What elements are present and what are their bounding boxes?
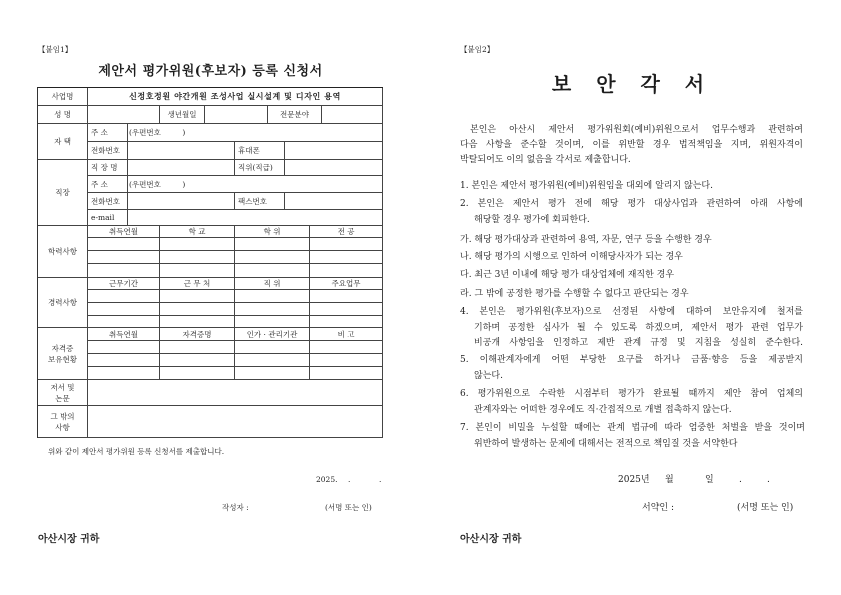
project-label: 사업명 <box>38 88 88 106</box>
career-entry-cell <box>88 290 160 303</box>
education-entry-cell <box>310 251 383 264</box>
fax-label: 팩스번호 <box>235 193 285 210</box>
pledge-signature-label: (서명 또는 인) <box>737 503 794 513</box>
certifications-entry-cell <box>310 341 383 354</box>
certifications-entry-cell <box>310 354 383 367</box>
work-phone-label: 전화번호 <box>88 193 128 210</box>
email-value-cell <box>128 210 383 226</box>
certifications-entry-cell <box>235 354 310 367</box>
certifications-entry-cell <box>160 354 235 367</box>
pledge-item-7: 7. 본인이 비밀을 누설할 때에는 관계 법규에 따라 엄중한 처벌을 받을 것이며 <box>460 423 805 433</box>
email-label: e-mail <box>88 210 128 226</box>
work-label: 직장 <box>38 160 88 226</box>
education-entry-cell <box>235 251 310 264</box>
education-entry-cell <box>160 238 235 251</box>
education-header-3: 학 위 <box>235 226 310 238</box>
pledge-title: 보 안 각 서 <box>551 72 714 96</box>
certifications-label <box>38 328 88 380</box>
pledge-item-6: 6. 평가위원으로 수락한 시점부터 평가가 완료될 때까지 제안 참여 업체의 <box>460 389 803 399</box>
pledge-subitem-da: 다. 최근 3년 이내에 해당 평가 대상업체에 재직한 경우 <box>460 270 675 280</box>
certifications-entry-cell <box>160 341 235 354</box>
work-address-label: 주 소 <box>88 176 128 193</box>
attachment-2-label: 【붙임2】 <box>460 45 495 54</box>
form-signature-label: (서명 또는 인) <box>325 503 372 512</box>
writer-label: 작성자 : <box>222 503 249 512</box>
form-date-month: . <box>348 475 351 484</box>
fax-value-cell <box>285 193 383 210</box>
education-entry-cell <box>235 238 310 251</box>
pledge-subitem-na: 나. 해당 평가의 시행으로 인하여 이해당사자가 되는 경우 <box>460 252 683 262</box>
education-entry-cell <box>160 264 235 278</box>
certifications-label-line: 자격증 <box>51 343 74 353</box>
pledge-date-month: 월 <box>665 475 674 485</box>
publications-label-line: 저서 및 <box>50 382 75 392</box>
pledge-intro-line: 다음 사항을 준수할 것이며, 이를 위반할 경우 법적책임을 지며, 위원자격이 <box>460 140 803 150</box>
home-label: 자 택 <box>38 124 88 160</box>
career-entry-cell <box>235 290 310 303</box>
career-header-4: 주요업무 <box>310 278 383 290</box>
pledge-item-4: 4. 본인은 평가위원(후보자)으로 선정된 사항에 대하여 보안유지에 철저를 <box>460 307 803 317</box>
mobile-label: 휴대폰 <box>235 142 285 160</box>
project-name: 신정호정원 야간개원 조성사업 실시설계 및 디자인 용역 <box>88 88 383 106</box>
career-entry-cell <box>160 290 235 303</box>
pledge-item-5-continued: 않는다. <box>474 371 503 381</box>
publications-label-line: 논문 <box>55 393 70 403</box>
career-entry-cell <box>160 303 235 316</box>
publications-value-cell <box>88 380 383 406</box>
attachment-1-label: 【붙임1】 <box>38 45 73 54</box>
position-value-cell <box>285 160 383 176</box>
home-phone-label: 전화번호 <box>88 142 128 160</box>
pledge-item-4-continued: 비공개 사항임을 인정하고 제반 관계 규정 및 지침을 성실히 준수한다. <box>474 338 803 348</box>
form-title: 제안서 평가위원(후보자) 등록 신청서 <box>98 64 323 79</box>
career-entry-cell <box>310 303 383 316</box>
education-entry-cell <box>88 264 160 278</box>
career-entry-cell <box>235 303 310 316</box>
pledge-item-7-continued: 위반하여 발생하는 문제에 대해서는 전적으로 책임질 것을 서약한다 <box>474 439 738 449</box>
education-entry-cell <box>160 251 235 264</box>
education-entry-cell <box>310 238 383 251</box>
registration-form-table <box>37 87 383 438</box>
career-label: 경력사항 <box>38 278 88 328</box>
pledge-subitem-ga: 가. 해당 평가대상과 관련하여 용역, 자문, 연구 등을 수행한 경우 <box>460 235 712 245</box>
education-header-2: 학 교 <box>160 226 235 238</box>
pledge-intro-line: 박탈되어도 이의 없음을 각서로 제출합니다. <box>460 155 631 165</box>
company-name-value-cell <box>128 160 235 176</box>
other-label <box>38 406 88 438</box>
certifications-entry-cell <box>88 367 160 380</box>
education-entry-cell <box>88 251 160 264</box>
other-label-line: 사항 <box>55 422 70 432</box>
name-value-cell <box>88 106 160 124</box>
other-label-line: 그 밖의 <box>50 411 75 421</box>
education-header-4: 전 공 <box>310 226 383 238</box>
certifications-entry-cell <box>88 354 160 367</box>
career-entry-cell <box>310 316 383 328</box>
education-entry-cell <box>88 238 160 251</box>
career-entry-cell <box>310 290 383 303</box>
career-entry-cell <box>235 316 310 328</box>
home-address-value-cell: (우편번호 ) <box>128 124 383 142</box>
pledge-item-5: 5. 이해관계자에게 어떤 부당한 요구를 하거나 금품·향응 등을 제공받지 <box>460 355 803 365</box>
career-entry-cell <box>160 316 235 328</box>
pledge-item-6-continued: 관계자와는 어떠한 경우에도 직·간접적으로 개별 접촉하지 않는다. <box>474 405 732 415</box>
pledger-label: 서약인 : <box>642 503 674 513</box>
certifications-entry-cell <box>235 341 310 354</box>
mobile-value-cell <box>285 142 383 160</box>
career-entry-cell <box>88 303 160 316</box>
home-phone-value-cell <box>128 142 235 160</box>
certifications-header-3: 인가 · 관리기관 <box>235 328 310 341</box>
certifications-entry-cell <box>310 367 383 380</box>
pledge-addressee: 아산시장 귀하 <box>460 534 522 545</box>
pledge-date-year: 2025년 <box>618 475 650 485</box>
work-phone-value-cell <box>128 193 235 210</box>
education-entry-cell <box>310 264 383 278</box>
birth-date-label: 생년월일 <box>160 106 205 124</box>
pledge-item-2-continued: 해당할 경우 평가에 회피한다. <box>474 215 590 225</box>
certifications-entry-cell <box>88 341 160 354</box>
education-header-1: 취득연월 <box>88 226 160 238</box>
career-header-3: 직 위 <box>235 278 310 290</box>
pledge-date-dot: . <box>767 475 770 485</box>
certifications-label-line: 보유현황 <box>48 354 77 364</box>
pledge-subitem-ra: 라. 그 밖에 공정한 평가를 수행할 수 없다고 판단되는 경우 <box>460 289 689 299</box>
publications-label <box>38 380 88 406</box>
position-label: 직위(직급) <box>235 160 285 176</box>
submission-statement: 위와 같이 제안서 평가위원 등록 신청서를 제출합니다. <box>48 447 225 456</box>
birth-date-value-cell <box>205 106 268 124</box>
specialty-label: 전문분야 <box>268 106 322 124</box>
education-entry-cell <box>235 264 310 278</box>
pledge-item-4-continued: 기하며 공정한 심사가 될 수 있도록 하겠으며, 제안서 평가 관련 업무가 <box>474 323 803 333</box>
form-date-year: 2025. <box>316 475 338 484</box>
pledge-item-1: 1. 본인은 제안서 평가위원(예비)위원임을 대외에 알리지 않는다. <box>460 181 713 191</box>
form-date-day: . <box>379 475 382 484</box>
certifications-entry-cell <box>235 367 310 380</box>
home-address-label: 주 소 <box>88 124 128 142</box>
pledge-item-2: 2. 본인은 제안서 평가 전에 해당 평가 대상사업과 관련하여 아래 사항에 <box>460 199 803 209</box>
certifications-header-1: 취득연월 <box>88 328 160 341</box>
career-header-2: 근 무 처 <box>160 278 235 290</box>
pledge-intro-line: 본인은 아산시 제안서 평가위원회(예비)위원으로서 업무수행과 관련하여 <box>470 125 803 135</box>
pledge-date-dot: . <box>739 475 742 485</box>
certifications-header-2: 자격증명 <box>160 328 235 341</box>
company-name-label: 직 장 명 <box>88 160 128 176</box>
career-header-1: 근무기간 <box>88 278 160 290</box>
form-addressee: 아산시장 귀하 <box>38 534 100 545</box>
certifications-header-4: 비 고 <box>310 328 383 341</box>
pledge-date-day: 일 <box>705 475 714 485</box>
name-label: 성 명 <box>38 106 88 124</box>
work-address-value-cell: (우편번호 ) <box>128 176 383 193</box>
certifications-entry-cell <box>160 367 235 380</box>
career-entry-cell <box>88 316 160 328</box>
other-value-cell <box>88 406 383 438</box>
specialty-value-cell <box>322 106 383 124</box>
education-label: 학력사항 <box>38 226 88 278</box>
